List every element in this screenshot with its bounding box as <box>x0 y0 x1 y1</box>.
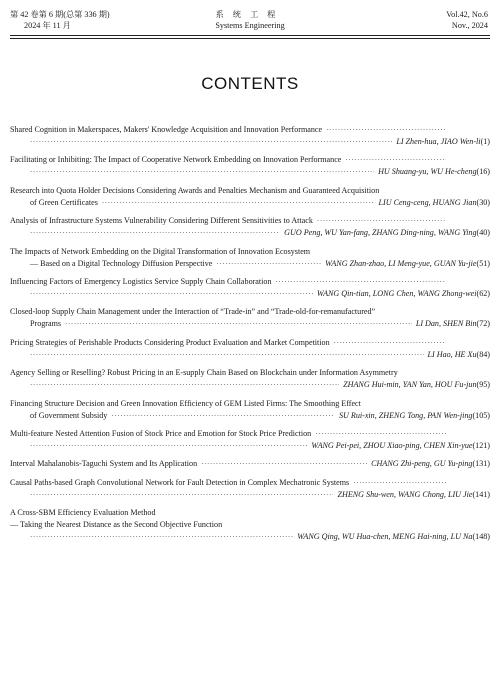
entry-line <box>10 276 490 288</box>
entry-line <box>10 215 490 227</box>
journal-issue-info-english <box>446 9 488 31</box>
entry-authors-names: HU Shuang-yu, WU He-cheng <box>378 167 477 177</box>
entry-title: Research into Quota Holder Decisions Considering Awards and Penalties Mechanism and Guaranteed Acquisition <box>10 185 380 195</box>
entry-page-number: (62) <box>476 288 490 298</box>
entry-subtitle: — Taking the Nearest Distance as the Second Objective Function <box>10 520 223 530</box>
dot-leader <box>30 136 392 148</box>
entry-title: A Cross-SBM Efficiency Evaluation Method <box>10 508 156 518</box>
entry-line <box>10 185 490 197</box>
entry-title: Multi-feature Nested Attention Fusion of Stock Price and Emotion for Stock Price Prediction <box>10 428 312 438</box>
header-rule-thin <box>10 38 490 39</box>
entry-page-number: (16) <box>476 167 490 177</box>
entry-authors-names: WANG Qin-tian, LONG Chen, WANG Zhong-wei <box>316 288 477 298</box>
entry-authors-names: LIU Ceng-ceng, HUANG Jian <box>378 197 477 207</box>
entry-line <box>10 458 490 470</box>
entry-authors <box>321 258 490 270</box>
dot-leader <box>30 489 333 501</box>
dot-leader <box>201 458 367 470</box>
entry-line <box>10 227 490 239</box>
journal-name-english: Systems Engineering <box>215 21 285 30</box>
dot-leader <box>30 440 307 452</box>
entry-page-number: (141) <box>472 489 490 499</box>
entry-title: Interval Mahalanobis-Taguchi System and Its Application <box>10 459 198 469</box>
dot-leader <box>317 215 446 227</box>
entry-authors-names: LI Hao, HE Xu <box>427 349 477 359</box>
entry-line <box>10 507 490 519</box>
issue-month: Nov., 2024 <box>451 21 488 30</box>
entry-line <box>10 136 490 148</box>
issue-date: 2024 年 11 月 <box>24 21 71 30</box>
entry-line <box>10 440 490 452</box>
entry-page-number: (148) <box>472 532 490 542</box>
dot-leader <box>30 349 424 361</box>
entry-line <box>10 288 490 300</box>
entry-title: Shared Cognition in Makerspaces, Makers' Knowledge Acquisition and Innovation Performance <box>10 125 323 134</box>
entry-authors <box>307 440 490 452</box>
entry-title: Pricing Strategies of Perishable Products Considering Product Evaluation and Market Competition <box>10 337 330 347</box>
dot-leader <box>102 197 375 209</box>
entry-page-number: (30) <box>476 197 490 207</box>
entry-authors <box>424 349 491 361</box>
entry-line <box>10 124 490 136</box>
toc-entry[interactable] <box>10 276 490 300</box>
entry-page-number: (84) <box>476 349 490 359</box>
toc-entry[interactable] <box>10 367 490 391</box>
dot-leader <box>315 428 446 440</box>
entry-authors-names: LI Zhen-hua, JIAO Wen-li <box>396 137 481 146</box>
dot-leader <box>30 531 293 543</box>
entry-authors-names: GUO Peng, WU Yan-fang, ZHANG Ding-ning, WANG Ying <box>284 228 477 238</box>
entry-line <box>10 246 490 258</box>
entry-subtitle: — Based on a Digital Technology Diffusion Perspective <box>30 258 213 268</box>
entry-line <box>10 519 490 531</box>
entry-line <box>10 306 490 318</box>
entry-page-number: (72) <box>476 319 490 329</box>
dot-leader <box>334 337 446 349</box>
dot-leader <box>30 227 280 239</box>
entry-line <box>10 531 490 543</box>
toc-entry[interactable] <box>10 398 490 422</box>
entry-line <box>10 258 490 270</box>
entry-title: Facilitating or Inhibiting: The Impact of Cooperative Network Embedding on Innovation Performance <box>10 155 342 165</box>
dot-leader <box>216 258 321 270</box>
entry-authors <box>374 166 490 178</box>
entry-title: The Impacts of Network Embedding on the Digital Transformation of Innovation Ecosystem <box>10 246 311 256</box>
entry-authors <box>335 410 490 422</box>
entry-line <box>10 398 490 410</box>
entry-authors <box>375 197 491 209</box>
entry-page-number: (121) <box>472 440 490 450</box>
dot-leader <box>276 276 447 288</box>
entry-line <box>10 349 490 361</box>
entry-page-number: (40) <box>476 228 490 238</box>
table-of-contents <box>10 124 490 549</box>
entry-authors <box>293 531 490 543</box>
toc-entry[interactable] <box>10 428 490 452</box>
entry-authors <box>392 136 490 148</box>
entry-title: Agency Selling or Reselling? Robust Pricing in an E-supply Chain Based on Blockchain under Information Asymmetry <box>10 368 398 378</box>
entry-authors <box>280 227 490 239</box>
entry-title: Financing Structure Decision and Green Innovation Efficiency of GEM Listed Firms: The Smoothing Effect <box>10 398 361 408</box>
dot-leader <box>30 288 313 300</box>
journal-name-chinese: 系统工程 <box>215 10 285 19</box>
entry-page-number: (105) <box>472 410 490 420</box>
entry-page-number: (1) <box>480 137 490 146</box>
journal-name <box>0 9 500 31</box>
entry-line <box>10 318 490 330</box>
toc-entry[interactable] <box>10 246 490 270</box>
entry-line <box>10 477 490 489</box>
entry-line <box>10 489 490 501</box>
entry-authors-names: ZHENG Shu-wen, WANG Chong, LIU Jie <box>337 489 473 499</box>
entry-page-number: (51) <box>476 258 490 268</box>
entry-authors <box>412 318 490 330</box>
entry-authors <box>339 379 490 391</box>
entry-subtitle: Programs <box>30 319 62 329</box>
entry-line <box>10 410 490 422</box>
toc-entry[interactable] <box>10 458 490 470</box>
entry-authors-names: WANG Pei-pei, ZHOU Xiao-ping, CHEN Xin-yue <box>311 440 473 450</box>
contents-heading: CONTENTS <box>201 74 299 93</box>
dot-leader <box>353 477 446 489</box>
dot-leader <box>111 410 335 422</box>
dot-leader <box>326 124 446 136</box>
dot-leader <box>30 166 374 178</box>
entry-line <box>10 166 490 178</box>
toc-entry[interactable] <box>10 124 490 148</box>
entry-authors-names: LI Dan, SHEN Bin <box>415 319 477 329</box>
entry-line <box>10 379 490 391</box>
dot-leader <box>65 318 412 330</box>
entry-title: Influencing Factors of Emergency Logistics Service Supply Chain Collaboration <box>10 276 272 286</box>
entry-line <box>10 428 490 440</box>
entry-line <box>10 154 490 166</box>
toc-entry[interactable] <box>10 185 490 209</box>
toc-entry[interactable] <box>10 337 490 361</box>
volume-number: Vol.42, No.6 <box>446 10 488 19</box>
entry-authors <box>367 458 490 470</box>
toc-entry[interactable] <box>10 306 490 330</box>
entry-authors-names: WANG Qing, WU Hua-chen, MENG Hai-ning, LU Na <box>297 532 473 542</box>
entry-authors-names: SU Rui-xin, ZHENG Tong, PAN Wen-jing <box>338 410 473 420</box>
header-rule-thick <box>10 35 490 36</box>
entry-line <box>10 197 490 209</box>
entry-authors-names: WANG Zhan-zhao, LI Meng-yue, GUAN Yu-jie <box>325 258 477 268</box>
entry-authors-names: ZHANG Hui-min, YAN Yan, HOU Fu-jun <box>343 380 477 390</box>
entry-line <box>10 367 490 379</box>
toc-entry[interactable] <box>10 215 490 239</box>
dot-leader <box>30 379 339 391</box>
entry-authors-names: CHANG Zhi-peng, GU Yu-ping <box>371 459 473 469</box>
issue-volume: 第 42 卷第 6 期(总第 336 期) <box>10 10 110 19</box>
entry-page-number: (131) <box>472 459 490 469</box>
entry-line <box>10 337 490 349</box>
entry-title: Closed-loop Supply Chain Management under the Interaction of “Trade-in” and “Trade-old-for-remanufactured” <box>10 307 376 317</box>
entry-authors <box>333 489 490 501</box>
entry-title: Causal Paths-based Graph Convolutional Network for Fault Detection in Complex Mechatronic Systems <box>10 477 350 487</box>
entry-page-number: (95) <box>476 380 490 390</box>
toc-entry[interactable] <box>10 154 490 178</box>
entry-subtitle: of Green Certificates <box>30 197 98 207</box>
entry-subtitle: of Government Subsidy <box>30 410 108 420</box>
entry-title: Analysis of Infrastructure Systems Vulnerability Considering Different Sensitivities to Attack <box>10 216 313 226</box>
toc-entry[interactable] <box>10 507 490 543</box>
toc-entry[interactable] <box>10 477 490 501</box>
dot-leader <box>345 154 446 166</box>
entry-authors <box>313 288 490 300</box>
